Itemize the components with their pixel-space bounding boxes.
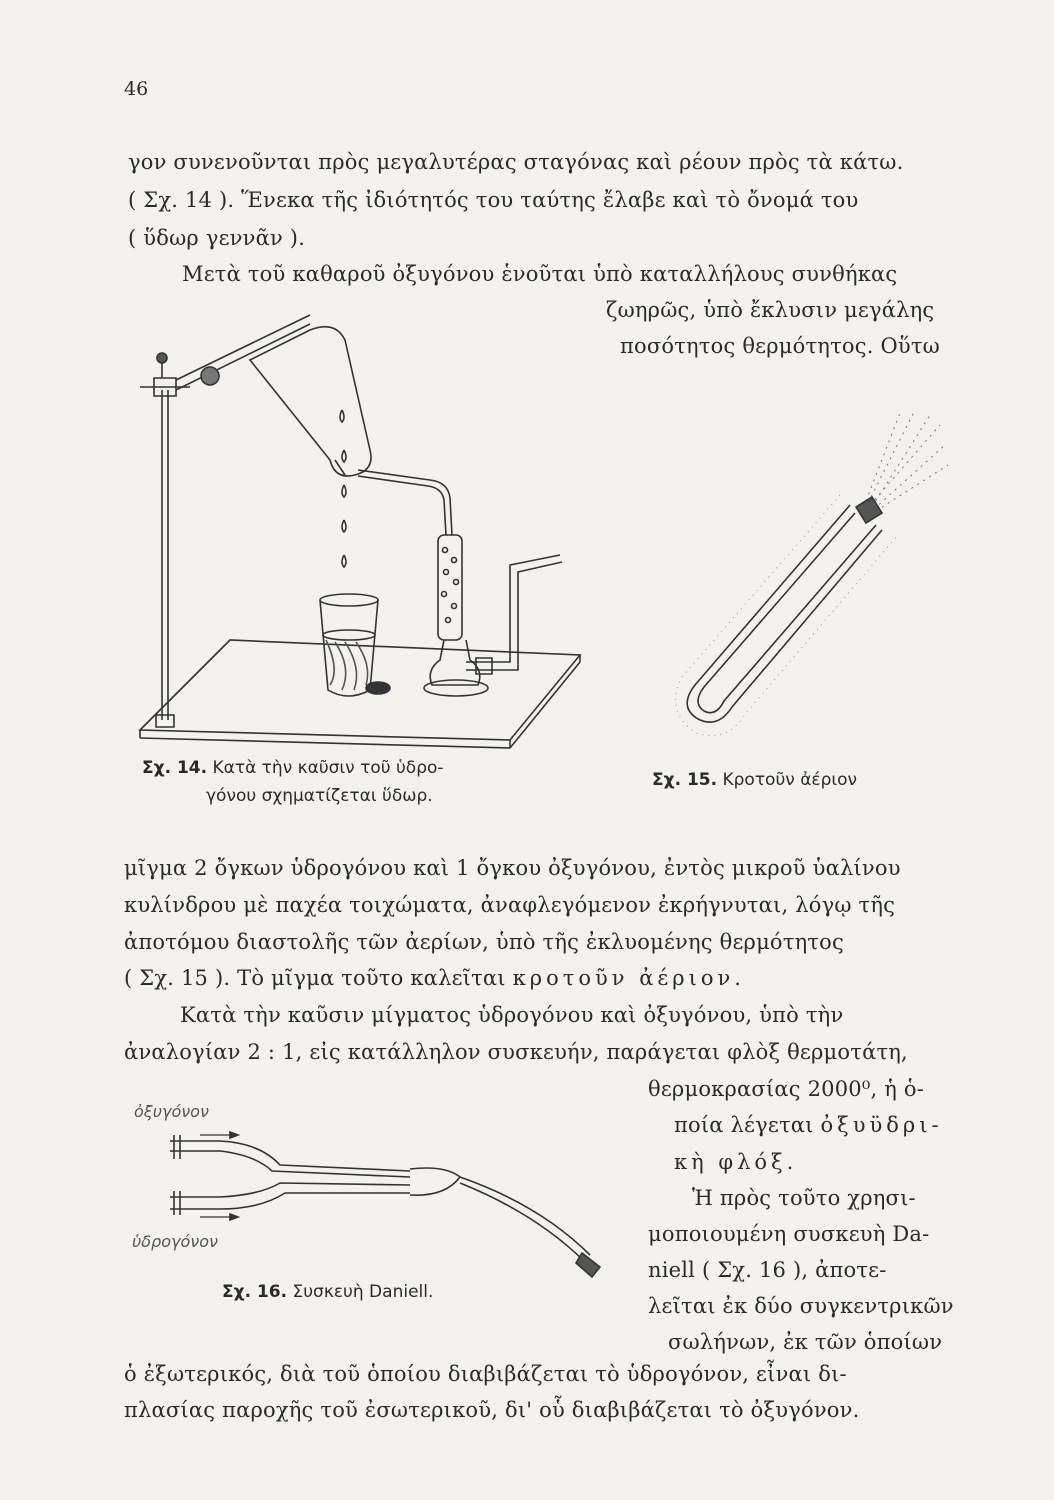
text-line: γον συνενοῦνται πρὸς μεγαλυτέρας σταγόνας καὶ ρέουν πρὸς τὰ κάτω. — [128, 150, 904, 174]
text-line: niell ( Σχ. 16 ), ἀποτε- — [648, 1258, 887, 1282]
text-line: κυλίνδρου μὲ παχέα τοιχώματα, ἀναφλεγόμενον ἐκρήγνυται, λόγῳ τῆς — [124, 893, 896, 917]
term-flame: κὴ φλόξ. — [674, 1150, 798, 1174]
text-line: ποσότητος θερμότητος. Οὕτω — [620, 334, 940, 358]
figure-15-number: Σχ. 15. — [652, 770, 718, 790]
figure-14-caption-line2: γόνου σχηματίζεται ὕδωρ. — [206, 786, 433, 806]
text-line — [674, 1113, 943, 1137]
text-line: Μετὰ τοῦ καθαροῦ ὀξυγόνου ἑνοῦται ὑπὸ καταλλήλους συνθήκας — [182, 262, 898, 286]
term-krotoun-aerion: κροτοῦν ἀέριον. — [512, 966, 745, 990]
figure-16-daniell-burner — [160, 1125, 620, 1285]
text-line: λεῖται ἐκ δύο συγκεντρικῶν — [648, 1294, 954, 1318]
figure-16-caption-text: Συσκευὴ Daniell. — [292, 1282, 434, 1302]
figure-14-caption-line1: Κατὰ τὴν καῦσιν τοῦ ὑδρο- — [212, 758, 444, 778]
figure-16-label-hydrogen: ὑδρογόνον — [132, 1232, 218, 1251]
figure-14-number: Σχ. 14. — [142, 758, 208, 778]
figure-15-test-tube — [650, 395, 950, 755]
text-line: μῖγμα 2 ὄγκων ὑδρογόνου καὶ 1 ὄγκου ὀξυγόνου, ἐντὸς μικροῦ ὑαλίνου — [124, 856, 901, 880]
term-oxyhydric: ὀξυϋδρι- — [820, 1113, 943, 1137]
text-line: Κατὰ τὴν καῦσιν μίγματος ὑδρογόνου καὶ ὀξυγόνου, ὑπὸ τὴν — [180, 1003, 844, 1027]
figure-15-caption-text: Κροτοῦν ἀέριον — [722, 770, 858, 790]
fig15-reference: ( Σχ. 15 ). Τὸ μῖγμα τοῦτο καλεῖται — [124, 966, 506, 990]
text-line: πλασίας παροχῆς τοῦ ἐσωτερικοῦ, δι' οὗ διαβιβάζεται τὸ ὀξυγόνον. — [124, 1398, 860, 1422]
page-number: 46 — [124, 78, 149, 100]
text-line: ζωηρῶς, ὑπὸ ἔκλυσιν μεγάλης — [606, 298, 935, 322]
text-line: μοποιουμένη συσκευὴ Da- — [648, 1222, 930, 1246]
text-line: σωλήνων, ἐκ τῶν ὁποίων — [668, 1330, 943, 1354]
text-line: ἀναλογίαν 2 : 1, εἰς κατάλληλον συσκευήν, παράγεται φλὸξ θερμοτάτη, — [124, 1040, 908, 1064]
text-line: ( Σχ. 14 ). Ἕνεκα τῆς ἰδιότητός του ταύτης ἔλαβε καὶ τὸ ὄνομά του — [128, 188, 859, 212]
figure-16-caption — [222, 1282, 433, 1302]
text-line: ( ὕδωρ γεννᾶν ). — [128, 226, 306, 250]
figure-15-caption — [652, 770, 857, 790]
figure-16-number: Σχ. 16. — [222, 1282, 288, 1302]
figure-14-caption — [142, 758, 444, 778]
text-line — [124, 966, 745, 990]
figure-16-label-oxygen: ὀξυγόνον — [134, 1102, 209, 1121]
figure-14-apparatus — [130, 310, 590, 750]
text-line: ὁ ἐξωτερικός, διὰ τοῦ ὁποίου διαβιβάζεται τὸ ὑδρογόνον, εἶναι δι- — [124, 1362, 847, 1386]
text-line: θερμοκρασίας 2000⁰, ἡ ὁ- — [648, 1077, 925, 1101]
text-segment: ποία λέγεται — [674, 1113, 814, 1137]
text-line: ἀποτόμου διαστολῆς τῶν ἀερίων, ὑπὸ τῆς ἐκλυομένης θερμότητος — [124, 930, 844, 954]
text-line: Ἡ πρὸς τοῦτο χρησι- — [692, 1186, 916, 1210]
